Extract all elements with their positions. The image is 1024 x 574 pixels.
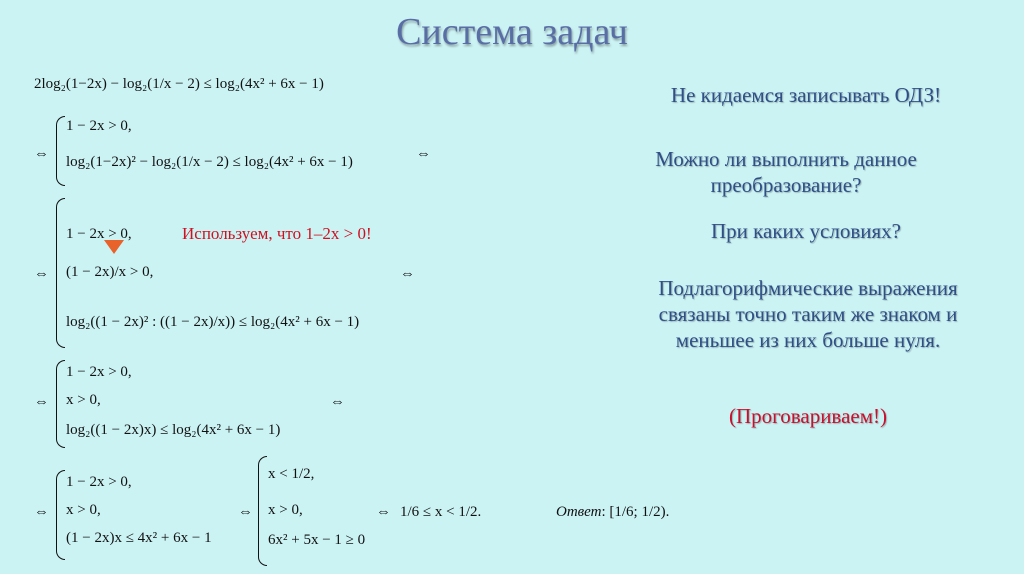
system-line: 1 − 2x > 0, xyxy=(66,364,132,380)
system-line: x > 0, xyxy=(66,392,101,408)
system-line: x > 0, xyxy=(66,502,101,518)
system-line: 6x² + 5x − 1 ≥ 0 xyxy=(268,532,366,548)
system-line: 1 − 2x > 0, xyxy=(66,474,132,490)
answer xyxy=(556,504,669,521)
note-question: Можно ли выполнить данное преобразование? xyxy=(655,147,917,197)
note-repeat: (Проговариваем!) xyxy=(728,404,887,428)
final-result: 1/6 ≤ x < 1/2. xyxy=(400,504,482,520)
system-brace xyxy=(56,470,65,560)
system-line: (1 − 2x)/x > 0, xyxy=(66,264,154,280)
system-line: (1 − 2x)x ≤ 4x² + 6x − 1 xyxy=(66,530,212,546)
answer-value: : [1/6; 1/2). xyxy=(601,504,670,520)
system-line: log₂((1 − 2x)x) ≤ log₂(4x² + 6x − 1) xyxy=(66,422,281,438)
equiv-symbol: ⇔ xyxy=(238,504,253,520)
equiv-symbol: ⇔ xyxy=(34,504,49,520)
system-line: x > 0, xyxy=(268,502,303,518)
page-title: Система задач xyxy=(396,11,628,53)
equiv-symbol: ⇔ xyxy=(34,146,49,162)
system-brace xyxy=(56,360,65,448)
down-arrow-icon xyxy=(104,240,124,254)
note-explanation: Подлагорифмические выражения связаны точно таким же знаком и меньшее из них больше нуля. xyxy=(658,276,958,352)
equiv-symbol: ⇔ xyxy=(376,504,391,520)
system-brace xyxy=(56,198,65,348)
system-line: x < 1/2, xyxy=(268,466,315,482)
equiv-symbol: ⇔ xyxy=(34,394,49,410)
equiv-symbol: ⇔ xyxy=(330,394,345,410)
system-brace xyxy=(56,116,65,186)
equiv-symbol: ⇔ xyxy=(416,146,431,162)
note-conditions: При каких условиях? xyxy=(711,219,901,243)
system-line: 1 − 2x > 0, xyxy=(66,118,132,134)
note-odz: Не кидаемся записывать ОДЗ! xyxy=(670,83,942,107)
equiv-symbol: ⇔ xyxy=(34,266,49,282)
original-inequality: 2log₂(1−2x) − log₂(1/x − 2) ≤ log₂(4x² + 6x − 1) xyxy=(34,76,324,92)
system-brace xyxy=(258,456,267,566)
hint-text: Используем, что 1–2x > 0! xyxy=(182,224,372,243)
answer-label: Ответ xyxy=(556,504,602,520)
system-line: log₂((1 − 2x)² : ((1 − 2x)/x)) ≤ log₂(4x² + 6x − 1) xyxy=(66,314,360,330)
system-line: 1 − 2x > 0, xyxy=(66,226,132,242)
equiv-symbol: ⇔ xyxy=(400,266,415,282)
system-line: log₂(1−2x)² − log₂(1/x − 2) ≤ log₂(4x² + 6x − 1) xyxy=(66,154,353,170)
